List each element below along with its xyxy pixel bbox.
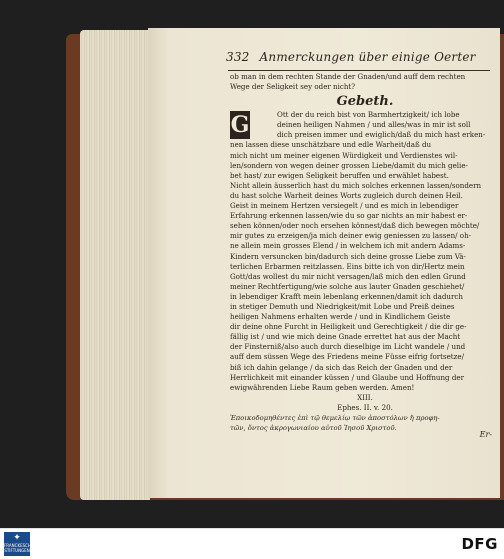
text-line: meiner Rechtfertigung/wie solche aus lauter Gnaden geschiehet/ — [230, 281, 465, 291]
text-line: Geist in meinem Hertzen versiegelt / und es mich in lebendiger — [230, 201, 459, 211]
text-line: ewigwährenden Liebe Raum geben werden. Amen! — [230, 382, 415, 392]
catchword: Er- — [479, 430, 492, 439]
text-line: Gott/das wollest du mir nicht versagen/laß mich den edlen Grund — [230, 271, 466, 281]
text-line: Erfahrung erkennen lassen/wie du so gar nichts an mir habest er- — [230, 211, 468, 221]
dropcap-initial: G — [230, 112, 250, 139]
text-line: heiligen Nahmens erhalten werde / und in Kindlichem Geiste — [230, 312, 451, 322]
running-title: Anmerckungen über einige Oerter — [259, 50, 476, 64]
book-page — [148, 28, 500, 498]
library-emblem-icon: ✦ — [13, 533, 21, 543]
text-line: der Finsterniß/also auch durch dieselbige im Licht wandele / und — [230, 342, 466, 352]
text-line: deinen heiligen Nahmen / und alles/was in mir ist soll — [277, 120, 471, 130]
viewer-footer — [0, 528, 504, 559]
library-logo-text: FRANCKESCHE STIFTUNGEN — [4, 543, 34, 553]
page-edges — [80, 30, 150, 500]
library-logo[interactable] — [4, 532, 34, 556]
running-header — [226, 50, 492, 68]
bible-reference: Ephes. II. v. 20. — [337, 402, 393, 412]
text-line: Wege der Seligkeit sey oder nicht? — [230, 82, 356, 92]
greek-text-line: τῶν, ὄντος ἀκρογωνιαίου αὐτοῦ Ἰησοῦ Χριστοῦ. — [230, 424, 397, 433]
text-line: bet hast/ zur ewigen Seligkeit beruffen und erwählet habest. — [230, 170, 449, 180]
text-line: in stetiger Demuth und Niedrigkeit/mit Lobe und Preiß deines — [230, 301, 455, 311]
page-text — [230, 72, 500, 433]
text-line: du hast solche Warheit deines Worts zugleich durch deinen Heil. — [230, 190, 463, 200]
text-line: Ott der du reich bist von Barmhertzigkeit/ ich lobe — [277, 110, 460, 120]
text-line: len/sondern von wegen deiner grossen Liebe/damit du mich gelie- — [230, 160, 468, 170]
text-line: auff dem süssen Wege des Friedens meine Füsse eifrig fortsetze/ — [230, 352, 464, 362]
section-number: XIII. — [357, 392, 373, 402]
text-line: fällig ist / und wie mich deine Gnade errettet hat aus der Macht — [230, 332, 461, 342]
text-line: nen lassen diese unschätzbare und edle Warheit/daß du — [230, 140, 432, 150]
text-line: Herrlichkeit mit einander küssen / und Glaube und Hoffnung der — [230, 372, 464, 382]
text-line: mich nicht um meiner eigenen Würdigkeit und Verdienstes wil- — [230, 150, 458, 160]
page-number: 332 — [226, 50, 250, 64]
greek-text-line: Ἐποικοδομηθέντες ἐπὶ τῷ θεμελίῳ τῶν ἀποστόλων ἢ προφη- — [230, 414, 440, 422]
text-line: in lebendiger Krafft mein lebenlang erkennen/damit ich dadurch — [230, 291, 463, 301]
text-line: Nicht allein äusserlich hast du mich solches erkennen lassen/sondern — [230, 180, 482, 190]
text-line: sehen können/oder noch ersehen könnest/daß dich bewegen möchte/ — [230, 221, 480, 231]
prayer-heading: Gebeth. — [336, 94, 394, 110]
text-line: dich preisen immer und ewiglich/daß du mich hast erken- — [277, 130, 486, 140]
text-line: ob man in dem rechten Stande der Gnaden/und auff dem rechten — [230, 72, 466, 81]
text-line: dir deine ohne Furcht in Heiligkeit und Gerechtigkeit / die dir ge- — [230, 322, 467, 332]
text-line: terlichen Erbarmen reitzlassen. Eins bitte ich von dir/Hertz mein — [230, 261, 465, 271]
text-line: Kindern versuncken bin/dadurch sich deine grosse Liebe zum Vä- — [230, 251, 466, 261]
dfg-logo[interactable]: DFG — [461, 535, 498, 553]
text-line: biß ich dahin gelange / da sich das Reich der Gnaden und der — [230, 362, 453, 372]
header-rule — [228, 70, 490, 71]
text-line: ne allein mein grosses Elend / in welchem ich mit andern Adams- — [230, 241, 466, 251]
text-line: mir gutes zu erzeigen/ja mich deiner ewig geniessen zu lassen/ oh- — [230, 231, 472, 241]
